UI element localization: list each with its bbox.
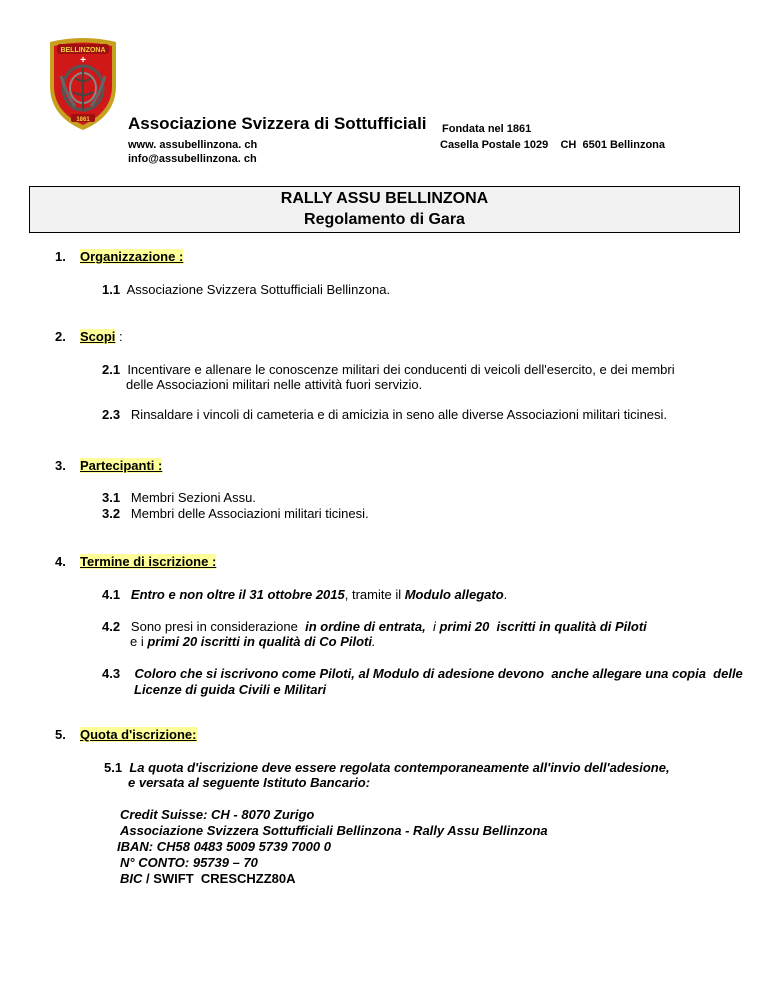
item-2-3 [102, 407, 667, 422]
section-2-heading-wrap [80, 329, 123, 344]
item-number: 4.2 [102, 619, 121, 634]
item-3-1 [102, 490, 256, 505]
item-text: Membri Sezioni Assu. [130, 490, 256, 505]
item-number: 1.1 [102, 282, 121, 297]
email: info@assubellinzona. ch [128, 153, 257, 165]
item-number: 4.3 [102, 666, 121, 681]
item-text: Incentivare e allenare le conoscenze militari dei conducenti di veicoli dell'esercito, e dei membri [127, 362, 675, 377]
section-2-number: 2. [55, 329, 66, 344]
item-4-3 [102, 666, 743, 681]
item-text: La quota d'iscrizione deve essere regolata contemporaneamente all'invio dell'adesione, [129, 760, 670, 775]
item-4-2-line2 [130, 634, 376, 649]
item-number: 5.1 [104, 760, 123, 775]
section-3-number: 3. [55, 458, 66, 473]
bank-holder: Associazione Svizzera Sottufficiali Bellinzona - Rally Assu Bellinzona [120, 823, 548, 838]
item-emph: in ordine di entrata, [305, 619, 426, 634]
item-number: 2.1 [102, 362, 121, 377]
address: Casella Postale 1029 CH 6501 Bellinzona [440, 139, 665, 151]
item-text: i [425, 619, 440, 634]
bank-account: N° CONTO: 95739 – 70 [120, 855, 258, 870]
item-text: Coloro che si iscrivono come Piloti, al Modulo di adesione devono anche allegare una copia delle [134, 666, 743, 681]
item-number: 3.1 [102, 490, 121, 505]
website: www. assubellinzona. ch [128, 139, 258, 151]
item-2-1 [102, 362, 675, 377]
item-text: Associazione Svizzera Sottufficiali Bellinzona. [126, 282, 391, 297]
item-text: Sono presi in considerazione [130, 619, 306, 634]
item-text: Membri delle Associazioni militari ticinesi. [130, 506, 369, 521]
item-text: , tramite il [344, 587, 405, 602]
item-5-1 [104, 760, 670, 775]
section-2-colon: : [115, 329, 123, 344]
bic-value: / SWIFT CRESCHZZ80A [142, 871, 296, 886]
bic-label: BIC [120, 871, 143, 886]
item-end: . [503, 587, 508, 602]
title-line2: Regolamento di Gara [304, 211, 465, 228]
section-5-number: 5. [55, 727, 66, 742]
item-number: 4.1 [102, 587, 121, 602]
item-text: e i [130, 634, 148, 649]
section-2-heading: Scopi [80, 329, 116, 344]
bank-bic [120, 871, 296, 886]
logo-text-bottom: 1861 [76, 117, 90, 123]
item-1-1 [102, 282, 390, 297]
logo [45, 36, 121, 132]
section-4-heading: Termine di iscrizione : [80, 554, 217, 569]
item-text: Rinsaldare i vincoli di cameteria e di amicizia in seno alle diverse Associazioni militari ticinesi. [130, 407, 668, 422]
item-number: 3.2 [102, 506, 121, 521]
item-3-2 [102, 506, 369, 521]
svg-text:+: + [80, 55, 86, 66]
item-number: 2.3 [102, 407, 121, 422]
logo-text-top: BELLINZONA [60, 47, 106, 54]
item-emph: primi 20 iscritti in qualità di Piloti [439, 619, 647, 634]
bank-name: Credit Suisse: CH - 8070 Zurigo [120, 807, 315, 822]
module-ref: Modulo allegato [404, 587, 504, 602]
section-5-heading: Quota d'iscrizione: [80, 727, 197, 742]
item-4-1 [102, 587, 507, 602]
item-4-3-line2: Licenze di guida Civili e Militari [134, 682, 327, 697]
section-1-number: 1. [55, 249, 66, 264]
item-5-1-line2: e versata al seguente Istituto Bancario: [128, 775, 371, 790]
item-end: . [372, 634, 376, 649]
bank-iban: IBAN: CH58 0483 5009 5739 7000 0 [117, 839, 331, 854]
deadline-text: Entro e non oltre il 31 ottobre 2015 [130, 587, 345, 602]
founded: Fondata nel 1861 [442, 123, 532, 135]
section-3-heading: Partecipanti : [80, 458, 163, 473]
item-2-1-line2: delle Associazioni militari nelle attività fuori servizio. [126, 377, 423, 392]
item-4-2 [102, 619, 647, 634]
title-line1: RALLY ASSU BELLINZONA [280, 190, 489, 207]
section-4-number: 4. [55, 554, 66, 569]
org-name: Associazione Svizzera di Sottufficiali [128, 114, 427, 133]
item-emph: primi 20 iscritti in qualità di Co Piloti [147, 634, 372, 649]
section-1-heading: Organizzazione : [80, 249, 184, 264]
